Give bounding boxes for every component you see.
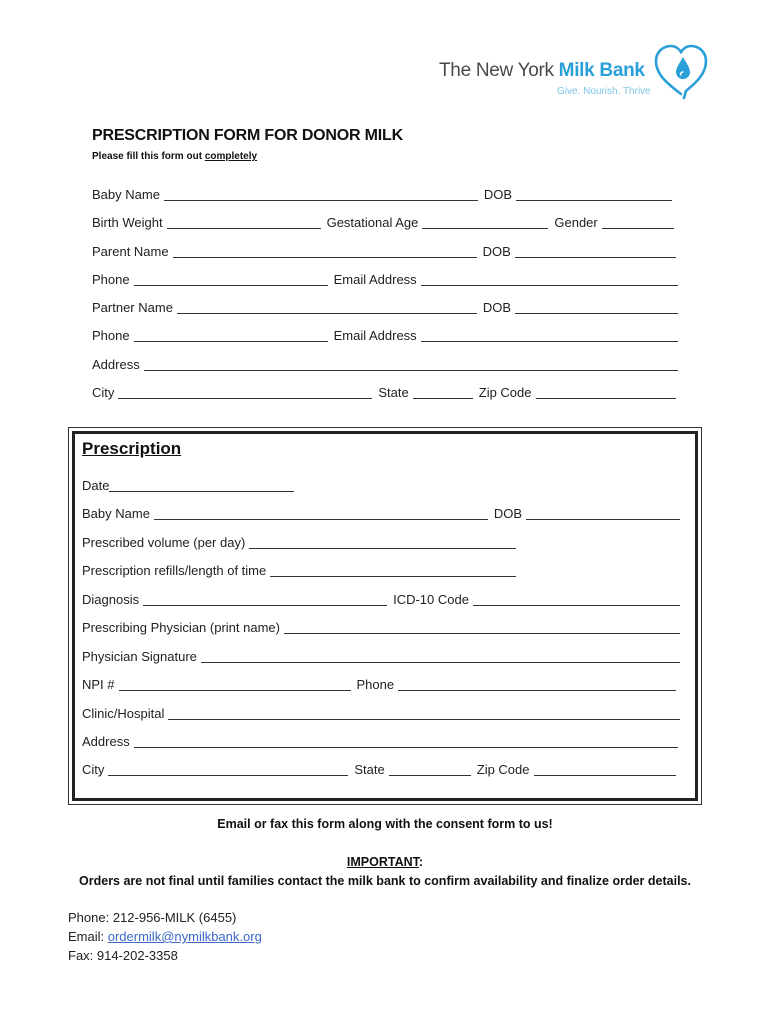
parent-dob-field[interactable]: [515, 243, 676, 258]
label-gestational-age: Gestational Age: [326, 215, 419, 230]
label-zip: Zip Code: [478, 385, 532, 400]
contact-fax: Fax: 914-202-3358: [68, 948, 178, 963]
rx-label-icd10: ICD-10 Code: [393, 592, 469, 607]
rx-row-address: [82, 730, 678, 750]
label-gender: Gender: [554, 215, 598, 230]
rx-refills-field[interactable]: [270, 562, 516, 577]
rx-npi-field[interactable]: [119, 676, 351, 691]
label-state: State: [378, 385, 409, 400]
city-field[interactable]: [118, 384, 372, 399]
state-field[interactable]: [413, 384, 473, 399]
row-city: [92, 381, 676, 401]
partner-email-field[interactable]: [421, 327, 678, 342]
label-phone: Phone: [92, 272, 130, 287]
rx-city-field[interactable]: [108, 761, 348, 776]
rx-label-state: State: [354, 762, 385, 777]
baby-name-field[interactable]: [164, 186, 478, 201]
rx-row-physician: [82, 616, 680, 636]
rx-label-dob: DOB: [493, 506, 523, 521]
rx-diagnosis-field[interactable]: [143, 591, 387, 606]
row-parent-phone: [92, 268, 678, 288]
row-birth-weight: [92, 211, 674, 231]
send-note: Email or fax this form along with the consent form to us!: [217, 817, 553, 831]
label-city: City: [92, 385, 115, 400]
row-address: [92, 353, 678, 373]
logo-tagline: Give. Nourish. Thrive: [557, 86, 651, 97]
instruction-prefix: Please fill this form out: [92, 151, 205, 162]
rx-label-physician: Prescribing Physician (print name): [82, 620, 280, 635]
label-partner-email: Email Address: [333, 328, 417, 343]
rx-row-signature: [82, 645, 680, 665]
rx-address-field[interactable]: [134, 733, 678, 748]
rx-row-refills: [82, 559, 516, 579]
parent-phone-field[interactable]: [134, 271, 328, 286]
rx-dob-field[interactable]: [526, 505, 680, 520]
rx-date-field[interactable]: [109, 477, 294, 492]
label-partner-phone: Phone: [92, 328, 130, 343]
label-birth-weight: Birth Weight: [92, 215, 163, 230]
rx-row-clinic: [82, 702, 680, 722]
rx-phone-field[interactable]: [398, 676, 676, 691]
contact-email-label: Email:: [68, 929, 108, 944]
label-email: Email Address: [333, 272, 417, 287]
rx-row-city: [82, 758, 676, 778]
rx-label-baby-name: Baby Name: [82, 506, 150, 521]
row-parent-name: [92, 240, 676, 260]
rx-signature-field[interactable]: [201, 648, 680, 663]
prescription-heading: Prescription: [82, 439, 182, 458]
rx-label-signature: Physician Signature: [82, 649, 197, 664]
logo-name-accent: Milk Bank: [558, 60, 645, 81]
baby-dob-field[interactable]: [516, 186, 672, 201]
zip-field[interactable]: [536, 384, 677, 399]
rx-zip-field[interactable]: [534, 761, 677, 776]
rx-label-npi: NPI #: [82, 677, 115, 692]
rx-physician-field[interactable]: [284, 619, 680, 634]
form-instruction: [92, 151, 257, 162]
label-partner-dob: DOB: [482, 300, 512, 315]
rx-row-npi: [82, 673, 676, 693]
rx-label-phone: Phone: [356, 677, 395, 692]
important-label: [0, 855, 770, 869]
important-colon: :: [418, 855, 424, 869]
rx-label-zip: Zip Code: [476, 762, 530, 777]
rx-label-volume: Prescribed volume (per day): [82, 535, 246, 550]
email-link[interactable]: ordermilk@nymilkbank.org: [107, 929, 262, 944]
rx-label-date: Date: [82, 478, 110, 493]
row-baby-name: [92, 183, 672, 203]
parent-name-field[interactable]: [173, 243, 477, 258]
partner-dob-field[interactable]: [515, 299, 678, 314]
address-field[interactable]: [144, 356, 678, 371]
important-label-text: IMPORTANT: [346, 855, 419, 869]
partner-name-field[interactable]: [177, 299, 477, 314]
rx-baby-name-field[interactable]: [154, 505, 488, 520]
label-parent-name: Parent Name: [92, 244, 169, 259]
label-address: Address: [92, 357, 140, 372]
gestational-age-field[interactable]: [422, 214, 548, 229]
label-dob: DOB: [483, 187, 513, 202]
rx-icd10-field[interactable]: [473, 591, 680, 606]
rx-row-diagnosis: [82, 588, 680, 608]
heart-milk-drop-icon: [650, 42, 712, 100]
row-partner-phone: [92, 324, 678, 344]
label-partner-name: Partner Name: [92, 300, 173, 315]
row-partner-name: [92, 296, 678, 316]
label-parent-dob: DOB: [482, 244, 511, 259]
logo-wordmark: [439, 60, 645, 82]
birth-weight-field[interactable]: [167, 214, 321, 229]
gender-field[interactable]: [602, 214, 674, 229]
rx-volume-field[interactable]: [249, 534, 516, 549]
parent-email-field[interactable]: [421, 271, 678, 286]
partner-phone-field[interactable]: [134, 327, 328, 342]
rx-label-refills: Prescription refills/length of time: [82, 563, 267, 578]
rx-label-diagnosis: Diagnosis: [82, 592, 140, 607]
rx-label-city: City: [82, 762, 105, 777]
rx-row-volume: [82, 531, 516, 551]
rx-label-clinic: Clinic/Hospital: [82, 706, 165, 721]
contact-email: [68, 929, 262, 944]
important-notice: Orders are not final until families contact the milk bank to confirm availability and finalize order details.: [79, 874, 691, 888]
rx-row-baby-name: [82, 502, 680, 522]
rx-row-date: [82, 474, 294, 494]
label-baby-name: Baby Name: [92, 187, 160, 202]
rx-clinic-field[interactable]: [168, 705, 680, 720]
logo-name-prefix: The New York: [439, 60, 559, 81]
rx-state-field[interactable]: [389, 761, 471, 776]
contact-phone: Phone: 212-956-MILK (6455): [68, 910, 237, 925]
form-title: PRESCRIPTION FORM FOR DONOR MILK: [92, 127, 403, 144]
instruction-emphasis: completely: [204, 151, 258, 162]
rx-label-address: Address: [82, 734, 130, 749]
